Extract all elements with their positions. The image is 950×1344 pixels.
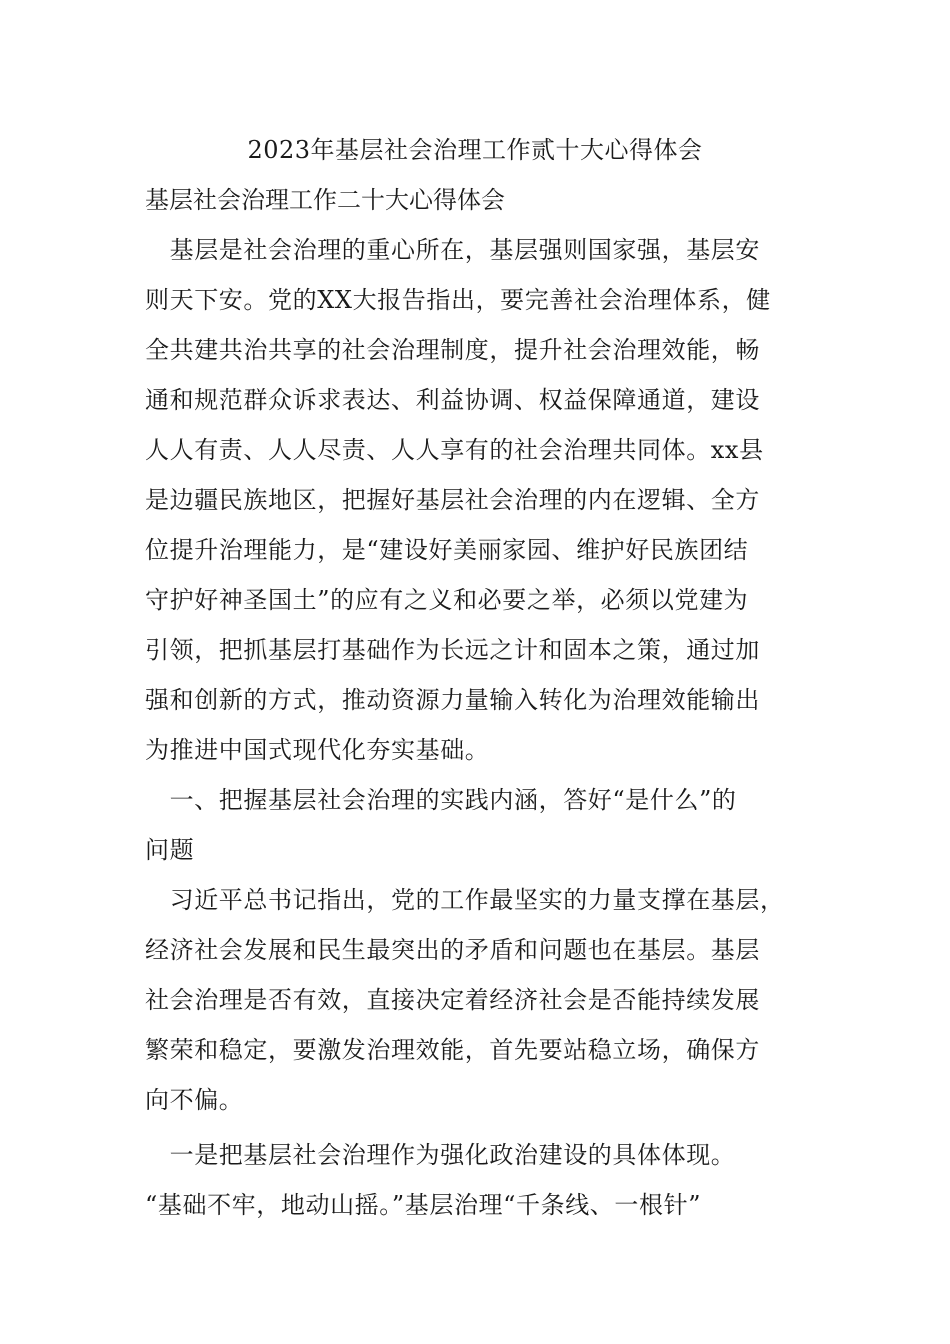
body-line: “基础不牢，地动山摇。”基层治理“千条线、一根针” xyxy=(145,1191,702,1219)
body-line: 一是把基层社会治理作为强化政治建设的具体体现。 xyxy=(145,1141,736,1169)
body-line: 向不偏。 xyxy=(145,1086,244,1114)
body-line: 是边疆民族地区，把握好基层社会治理的内在逻辑、全方 xyxy=(145,486,760,514)
body-line: 引领，把抓基层打基础作为长远之计和固本之策，通过加 xyxy=(145,636,760,664)
body-line: 基层是社会治理的重心所在，基层强则国家强，基层安 xyxy=(145,236,760,264)
body-line: 为推进中国式现代化夯实基础。 xyxy=(145,736,490,764)
body-line: 社会治理是否有效，直接决定着经济社会是否能持续发展 xyxy=(145,986,760,1014)
body-line: 位提升治理能力，是“建设好美丽家园、维护好民族团结 xyxy=(145,536,749,564)
document-subtitle: 基层社会治理工作二十大心得体会 xyxy=(145,186,505,214)
body-line: 守护好神圣国土”的应有之义和必要之举，必须以党建为 xyxy=(145,586,749,614)
body-line: 强和创新的方式，推动资源力量输入转化为治理效能输出 xyxy=(145,686,760,714)
body-line: 人人有责、人人尽责、人人享有的社会治理共同体。xx县 xyxy=(145,436,764,464)
body-line: 经济社会发展和民生最突出的矛盾和问题也在基层。基层 xyxy=(145,936,760,964)
body-line: 习近平总书记指出，党的工作最坚实的力量支撑在基层， xyxy=(145,886,785,914)
body-line: 全共建共治共享的社会治理制度，提升社会治理效能，畅 xyxy=(145,336,760,364)
body-line: 通和规范群众诉求表达、利益协调、权益保障通道，建设 xyxy=(145,386,760,414)
document-title: 2023年基层社会治理工作贰十大心得体会 xyxy=(247,136,703,164)
body-line: 则天下安。党的XX大报告指出，要完善社会治理体系，健 xyxy=(145,286,771,314)
section-heading-line: 一、把握基层社会治理的实践内涵，答好“是什么”的 xyxy=(145,786,737,814)
body-line: 繁荣和稳定，要激发治理效能，首先要站稳立场，确保方 xyxy=(145,1036,760,1064)
section-heading-line: 问题 xyxy=(145,836,195,864)
